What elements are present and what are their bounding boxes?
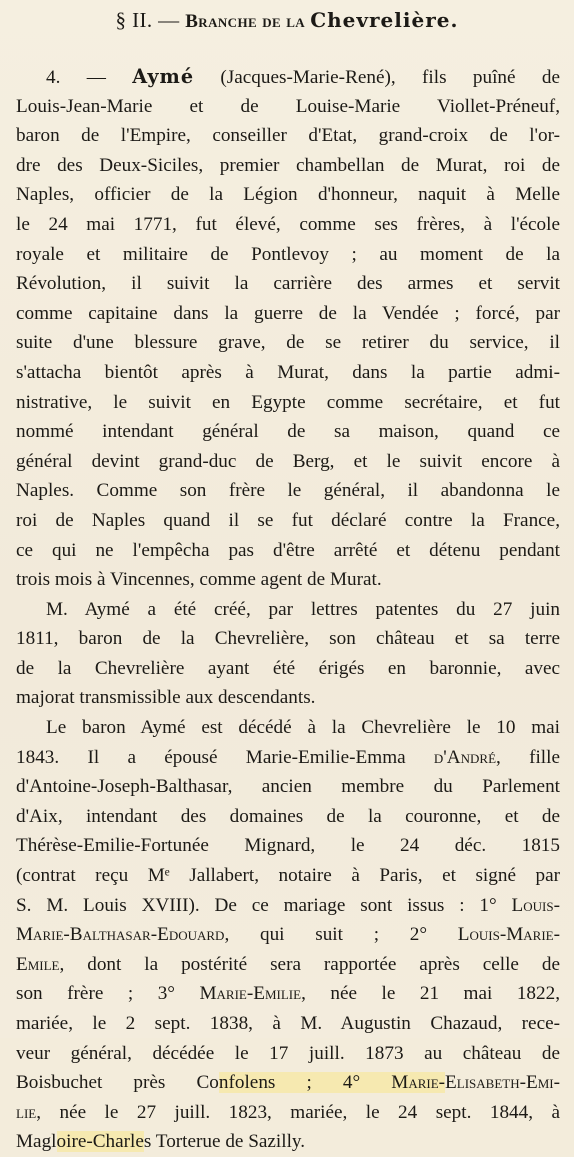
text-segment: mariée, le 2 sept. 1838, à M. Augustin Chazaud, rece- xyxy=(16,1013,560,1034)
text-line xyxy=(16,180,560,210)
text-line xyxy=(16,861,560,891)
text-segment: de la Chevrelière ayant été érigés en baronnie, avec xyxy=(16,657,560,679)
text-segment: s Torterue de Sazilly. xyxy=(143,1131,306,1153)
text-segment: s'attacha bientôt après à Murat, dans la partie admi- xyxy=(16,361,560,383)
text-segment: oire-Charle xyxy=(56,1131,144,1153)
paragraph xyxy=(16,713,560,1157)
text-line xyxy=(16,950,560,980)
text-segment: - xyxy=(438,1072,446,1094)
text-segment: d'André xyxy=(433,746,497,768)
text-line xyxy=(16,654,560,684)
text-line xyxy=(16,772,560,802)
text-line xyxy=(16,595,560,625)
text-line xyxy=(16,1009,560,1039)
text-segment: comme capitaine dans la guerre de la Vendée ; forcé, par xyxy=(16,302,560,324)
text-segment: (Jacques-Marie-René), fils puîné de xyxy=(194,67,560,88)
text-line xyxy=(16,476,560,506)
text-segment: , qui suit ; 2° xyxy=(224,924,458,946)
text-line xyxy=(16,328,560,358)
text-segment: Aymé xyxy=(132,65,195,88)
paragraph xyxy=(16,595,560,713)
text-segment: Magl xyxy=(16,1131,57,1153)
text-line xyxy=(16,831,560,861)
section-heading xyxy=(0,8,574,33)
text-segment: , née le 27 juill. 1823, mariée, le 24 sept. 1844, à xyxy=(36,1101,560,1123)
text-segment: Le baron Aymé est décédé à la Chevrelière le 10 mai xyxy=(46,717,560,739)
text-segment: d'Aix, intendant des domaines de la couronne, et de xyxy=(16,805,560,827)
text-line xyxy=(16,1039,560,1069)
text-segment: suite d'une blessure grave, de se retirer du service, il xyxy=(16,332,560,354)
text-line xyxy=(16,358,560,388)
text-line xyxy=(16,506,560,536)
text-segment: lie xyxy=(16,1101,37,1123)
text-segment: majorat transmissible aux descendants. xyxy=(16,687,316,709)
text-segment: 1843. Il a épousé Marie-Emilie-Emma xyxy=(16,746,434,768)
text-segment: Thérèse-Emilie-Fortunée Mignard, le 24 déc. 1815 xyxy=(16,835,560,857)
text-segment: Marie-Balthasar-Edouard xyxy=(16,924,225,946)
text-segment: Naples, officier de la Légion d'honneur, naquit à Melle xyxy=(16,184,560,206)
text-segment: S. M. Louis XVIII). De ce mariage sont issus : 1° xyxy=(16,894,512,916)
text-segment: Louis- xyxy=(511,894,560,916)
text-line xyxy=(16,920,560,950)
text-segment: veur général, décédée le 17 juill. 1873 au château de xyxy=(16,1042,560,1064)
text-line xyxy=(16,151,560,181)
body-text xyxy=(16,62,560,1157)
text-line xyxy=(16,269,560,299)
text-segment: d'Antoine-Joseph-Balthasar, ancien membre du Parlement xyxy=(16,776,560,798)
text-segment: M. Aymé a été créé, par lettres patentes du 27 juin xyxy=(46,598,560,620)
text-line xyxy=(16,713,560,743)
text-segment: Emile xyxy=(16,953,60,975)
text-segment: Marie xyxy=(391,1072,439,1094)
text-line xyxy=(16,891,560,921)
text-line xyxy=(16,536,560,566)
text-segment: trois mois à Vincennes, comme agent de Murat. xyxy=(16,569,382,591)
text-segment: nistrative, le suivit en Egypte comme secrétaire, et fut xyxy=(16,391,560,413)
text-segment: Louis-Marie- xyxy=(457,924,560,946)
text-segment: baron de l'Empire, conseiller d'Etat, grand-croix de l'or- xyxy=(16,125,560,147)
text-segment: 1811, baron de la Chevrelière, son château et sa terre xyxy=(16,628,560,650)
text-segment: Révolution, il suivit la carrière des armes et servit xyxy=(16,273,560,295)
text-line xyxy=(16,979,560,1009)
text-line xyxy=(16,388,560,418)
text-line xyxy=(16,210,560,240)
text-line xyxy=(16,92,560,122)
text-segment: Elisabeth-Emi- xyxy=(445,1072,560,1094)
text-line xyxy=(16,447,560,477)
text-segment: 4. — xyxy=(46,67,133,88)
text-line xyxy=(16,240,560,270)
text-segment: , fille xyxy=(496,746,560,768)
text-line xyxy=(16,565,560,595)
text-line xyxy=(16,743,560,773)
text-line xyxy=(16,624,560,654)
text-segment: , dont la postérité sera rapportée après celle de xyxy=(59,953,560,975)
text-segment: dre des Deux-Siciles, premier chambellan de Murat, roi de xyxy=(16,154,560,176)
text-line xyxy=(16,62,560,92)
text-segment: son frère ; 3° xyxy=(16,983,200,1005)
text-line xyxy=(16,1068,560,1098)
text-line xyxy=(16,417,560,447)
text-segment: , née le 21 mai 1822, xyxy=(301,983,560,1005)
text-segment: nommé intendant général de sa maison, quand ce xyxy=(16,421,560,443)
text-segment: roi de Naples quand il se fut déclaré contre la France, xyxy=(16,509,560,531)
text-line xyxy=(16,1098,560,1128)
text-line xyxy=(16,683,560,713)
text-segment: Boisbuchet près Co xyxy=(16,1072,219,1094)
text-line xyxy=(16,121,560,151)
text-line xyxy=(16,1127,560,1157)
text-segment: Naples. Comme son frère le général, il abandonna le xyxy=(16,480,560,502)
text-segment: ce qui ne l'empêcha pas d'être arrêté et détenu pendant xyxy=(16,539,560,561)
paragraph xyxy=(16,62,560,595)
text-segment: royale et militaire de Pontlevoy ; au moment de la xyxy=(16,243,560,265)
text-segment: nfolens ; 4° xyxy=(218,1072,392,1094)
section-title-name: Chevrelière. xyxy=(310,8,459,32)
text-line xyxy=(16,299,560,329)
text-segment: Louis-Jean-Marie et de Louise-Marie Viollet-Préneuf, xyxy=(16,95,560,117)
section-title-word: Branche de la xyxy=(185,11,311,32)
section-number: § II. — xyxy=(115,8,186,32)
text-line xyxy=(16,802,560,832)
text-segment: Marie-Emilie xyxy=(199,983,302,1005)
text-segment: le 24 mai 1771, fut élevé, comme ses frères, à l'école xyxy=(16,213,560,235)
text-segment: (contrat reçu Mᵉ Jallabert, notaire à Paris, et signé par xyxy=(16,865,560,887)
text-segment: général devint grand-duc de Berg, et le suivit encore à xyxy=(16,450,560,472)
